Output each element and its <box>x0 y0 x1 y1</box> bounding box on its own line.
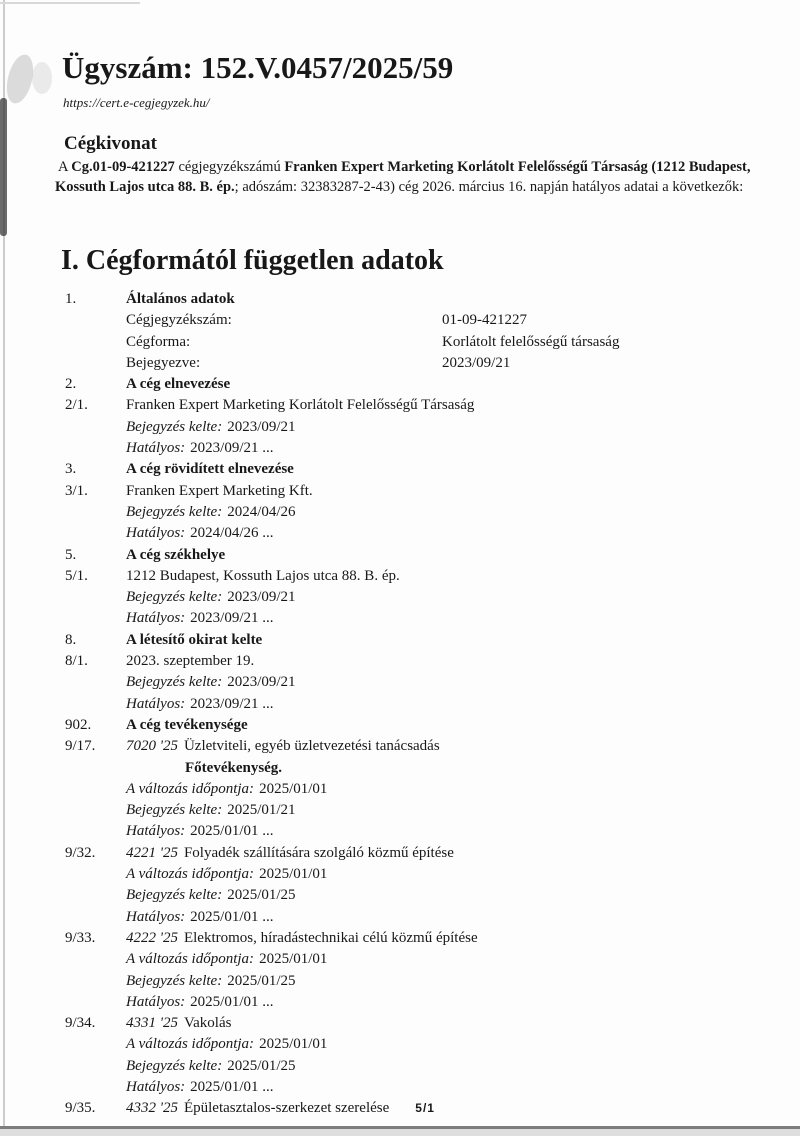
subline-value: 2023/09/21 <box>227 674 296 691</box>
subline-value: 2025/01/01 <box>259 780 328 797</box>
subline-label: Hatályos: <box>126 823 186 840</box>
entry-item <box>0 395 800 416</box>
entry-subline <box>0 992 800 1013</box>
subline-value: 2025/01/25 <box>227 972 296 989</box>
entry-item <box>0 481 800 502</box>
entries <box>0 289 800 1120</box>
entry-subline <box>0 523 800 544</box>
entry-section-header <box>0 374 800 395</box>
entry-text: 2023. szeptember 19. <box>126 653 255 670</box>
entry-section-header <box>0 459 800 480</box>
subline-label: Bejegyzés kelte: <box>126 972 223 989</box>
intro-mid: cégjegyzékszámú <box>174 159 285 175</box>
activity-name: Vakolás <box>183 1015 232 1032</box>
entry-section-title: A cég elnevezése <box>126 376 231 393</box>
subline-value: 2024/04/26 <box>227 503 296 520</box>
entry-subline <box>0 1056 800 1077</box>
subline-label: Hatályos: <box>126 908 186 925</box>
activity-code: 7020 '25 <box>126 738 178 755</box>
subline-value: 2023/09/21 ... <box>190 440 274 457</box>
subline <box>126 438 800 459</box>
entry-activity <box>0 843 800 864</box>
field-label: Bejegyezve: <box>126 354 201 371</box>
entry-number: 5/1. <box>65 567 88 584</box>
subline <box>126 885 800 906</box>
subline-value: 2024/04/26 ... <box>190 525 274 542</box>
entry-section-title: A cég tevékenysége <box>126 716 248 733</box>
subline-label: Hatályos: <box>126 525 186 542</box>
entry-main-activity-tag <box>0 758 800 779</box>
entry-subline <box>0 1034 800 1055</box>
subline <box>126 608 800 629</box>
entry-section-header <box>0 545 800 566</box>
subline-value: 2025/01/01 <box>259 951 328 968</box>
field-value: 01-09-421227 <box>442 312 527 329</box>
entry-number: 2/1. <box>65 397 88 414</box>
subline <box>126 992 800 1013</box>
entry-subline <box>0 907 800 928</box>
intro-post: ; adószám: 32383287-2-43) cég 2026. március 16. napján hatályos adatai a következők: <box>234 178 744 195</box>
scan-streak-artifact <box>0 98 7 236</box>
entry-number: 2. <box>65 376 77 393</box>
entry-section-title: Általános adatok <box>126 291 235 307</box>
entry-number: 1. <box>65 291 77 307</box>
subline <box>126 971 800 992</box>
activity-name: Elektromos, híradástechnikai célú közmű építése <box>183 929 478 946</box>
case-number-title: Ügyszám: 152.V.0457/2025/59 <box>62 50 454 85</box>
subline <box>126 587 800 608</box>
subline <box>126 907 800 928</box>
company-name-address: Franken Expert Marketing Korlátolt Felelősségű Társaság (1212 Budapest, Kossuth Lajos utca 88. B. ép. <box>55 159 751 195</box>
subline <box>126 672 800 693</box>
entry-key-value <box>0 332 800 353</box>
activity-name: Folyadék szállítására szolgáló közmű építése <box>183 844 454 861</box>
entry-number: 9/35. <box>65 1100 96 1117</box>
entry-number: 3/1. <box>65 482 88 499</box>
entry-section-title: A cég rövidített elnevezése <box>126 461 294 478</box>
subline <box>126 821 800 842</box>
subline-label: Bejegyzés kelte: <box>126 887 223 904</box>
intro-paragraph <box>55 158 752 197</box>
activity-code: 4331 '25 <box>126 1015 178 1032</box>
subline-value: 2025/01/25 <box>227 1057 296 1074</box>
source-url: https://cert.e-cegjegyzek.hu/ <box>63 95 210 110</box>
activity-line <box>126 736 800 757</box>
entry-text: 1212 Budapest, Kossuth Lajos utca 88. B. ép. <box>126 567 400 584</box>
entry-subline <box>0 608 800 629</box>
document-type-heading: Cégkivonat <box>64 133 157 154</box>
entry-section-header <box>0 630 800 651</box>
subline-label: A változás időpontja: <box>126 1036 255 1053</box>
subline-value: 2025/01/01 <box>259 1036 328 1053</box>
entry-number: 5. <box>65 546 77 563</box>
subline-label: Bejegyzés kelte: <box>126 802 223 819</box>
entry-subline <box>0 821 800 842</box>
intro-pre: A <box>58 159 72 175</box>
subline-value: 2025/01/01 ... <box>190 993 274 1010</box>
entry-text: Franken Expert Marketing Kft. <box>126 482 313 499</box>
subline-value: 2025/01/01 ... <box>190 1078 274 1095</box>
entry-key-value <box>0 310 800 331</box>
entry-section-title: A cég székhelye <box>126 546 226 563</box>
subline <box>126 523 800 544</box>
entry-text: Franken Expert Marketing Korlátolt Felelősségű Társaság <box>126 397 475 414</box>
subline <box>126 694 800 715</box>
subline <box>126 1056 800 1077</box>
subline-label: Bejegyzés kelte: <box>126 589 223 606</box>
scan-top-edge-artifact <box>0 2 140 4</box>
entry-subline <box>0 949 800 970</box>
entry-item <box>0 651 800 672</box>
subline <box>126 800 800 821</box>
activity-name: Üzletviteli, egyéb üzletvezetési tanácsadás <box>183 738 440 755</box>
entry-activity <box>0 1098 800 1119</box>
subline-label: Bejegyzés kelte: <box>126 1057 223 1074</box>
subline <box>126 502 800 523</box>
subline <box>126 779 800 800</box>
subline-value: 2025/01/01 ... <box>190 908 274 925</box>
entry-subline <box>0 417 800 438</box>
subline-value: 2023/09/21 ... <box>190 610 274 627</box>
entry-section-header <box>0 289 800 310</box>
subline-label: Bejegyzés kelte: <box>126 503 223 520</box>
entry-subline <box>0 971 800 992</box>
section-heading: I. Cégformától független adatok <box>61 245 444 276</box>
activity-line <box>126 928 800 949</box>
field-label: Cégforma: <box>126 333 191 350</box>
entry-activity <box>0 736 800 757</box>
entry-number: 9/17. <box>65 738 96 755</box>
subline-label: A változás időpontja: <box>126 951 255 968</box>
entry-subline <box>0 800 800 821</box>
subline-label: Hatályos: <box>126 440 186 457</box>
activity-name: Épületasztalos-szerkezet szerelése <box>183 1100 390 1117</box>
activity-line <box>126 1098 800 1119</box>
field-label: Cégjegyzékszám: <box>126 312 232 329</box>
subline-label: Hatályos: <box>126 610 186 627</box>
entry-activity <box>0 928 800 949</box>
entry-number: 8. <box>65 631 77 648</box>
field-value: 2023/09/21 <box>442 354 511 371</box>
subline-label: A változás időpontja: <box>126 866 255 883</box>
entry-subline <box>0 1077 800 1098</box>
entry-number: 8/1. <box>65 653 88 670</box>
subline-value: 2023/09/21 <box>227 418 296 435</box>
subline-value: 2023/09/21 <box>227 589 296 606</box>
entry-number: 9/34. <box>65 1015 96 1032</box>
subline <box>126 417 800 438</box>
entry-subline <box>0 502 800 523</box>
activity-code: 4332 '25 <box>126 1100 178 1117</box>
entry-subline <box>0 438 800 459</box>
registry-number: Cg.01-09-421227 <box>71 159 175 175</box>
entry-number: 902. <box>65 716 92 733</box>
subline <box>126 1077 800 1098</box>
subline-value: 2025/01/25 <box>227 887 296 904</box>
entry-activity <box>0 1013 800 1034</box>
activity-code: 4221 '25 <box>126 844 178 861</box>
subline <box>126 949 800 970</box>
entry-item <box>0 566 800 587</box>
entry-section-title: A létesítő okirat kelte <box>126 631 263 648</box>
field-value: Korlátolt felelősségű társaság <box>442 333 620 350</box>
subline <box>126 1034 800 1055</box>
subline <box>126 864 800 885</box>
entry-section-header <box>0 715 800 736</box>
entry-subline <box>0 864 800 885</box>
subline-label: Bejegyzés kelte: <box>126 674 223 691</box>
page-marker: 5/1 <box>415 1101 435 1116</box>
subline-value: 2025/01/01 ... <box>190 823 274 840</box>
subline-value: 2025/01/01 <box>259 866 328 883</box>
subline-value: 2023/09/21 ... <box>190 695 274 712</box>
entry-number: 3. <box>65 461 77 478</box>
subline-label: Hatályos: <box>126 1078 186 1095</box>
entry-subline <box>0 587 800 608</box>
activity-line <box>126 843 800 864</box>
subline-label: Bejegyzés kelte: <box>126 418 223 435</box>
entry-number: 9/32. <box>65 844 96 861</box>
activity-code: 4222 '25 <box>126 929 178 946</box>
activity-line <box>126 1013 800 1034</box>
subline-label: A változás időpontja: <box>126 780 255 797</box>
entry-key-value <box>0 353 800 374</box>
entry-number: 9/33. <box>65 929 96 946</box>
scan-smudge-artifact <box>32 62 52 94</box>
subline-label: Hatályos: <box>126 695 186 712</box>
entry-subline <box>0 885 800 906</box>
main-activity-label: Főtevékenység. <box>185 759 283 776</box>
subline-label: Hatályos: <box>126 993 186 1010</box>
entry-subline <box>0 779 800 800</box>
entry-subline <box>0 694 800 715</box>
entry-subline <box>0 672 800 693</box>
subline-value: 2025/01/21 <box>227 802 296 819</box>
scan-bottom-shade-artifact <box>0 1129 800 1136</box>
